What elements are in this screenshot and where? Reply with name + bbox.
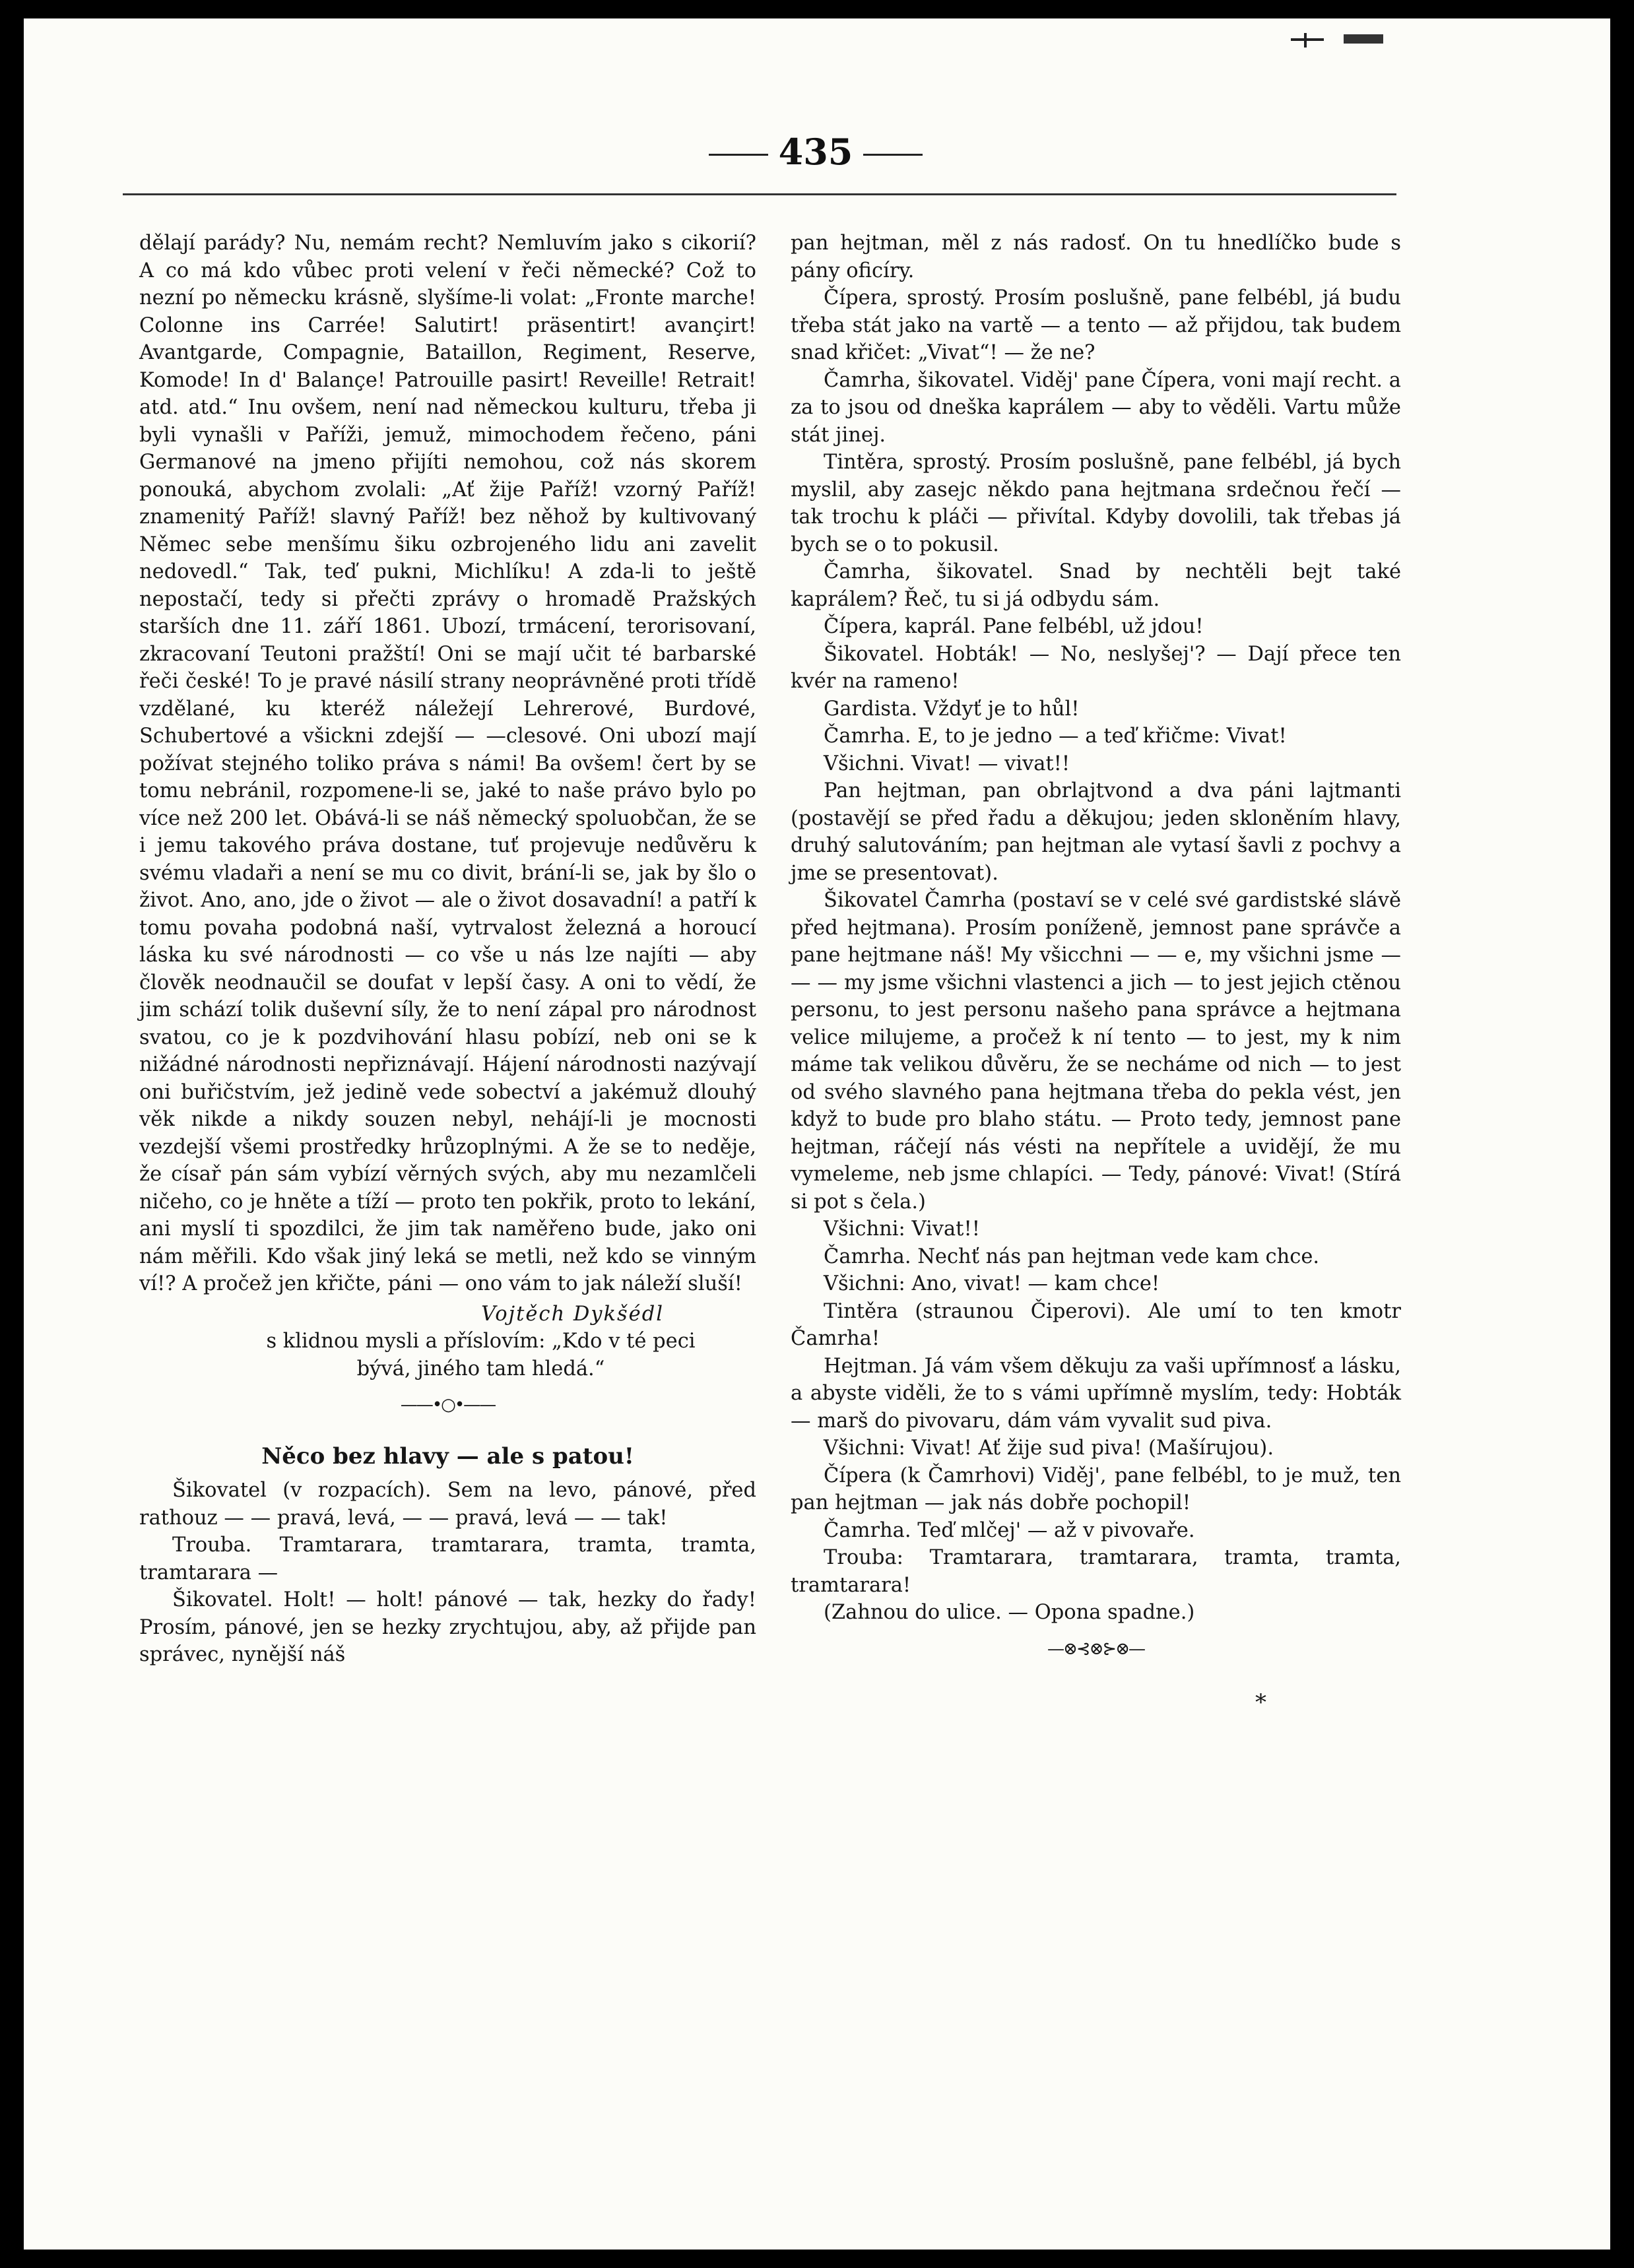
dialogue-line: Všichni: Ano, vivat! — kam chce! [824,1272,1160,1295]
left-paragraph: dělají parády? Nu, nemám recht? Nemluvím jako s cikorií? A co má kdo vůbec proti velení v řeči německé? Což to nezní po německu krásně, slyšíme-li volat: „Fronte marche! Colonne ins Carrée! Salutirt! präsentirt! avançirt! Avantgarde, Compagnie, Bataillon, Regiment, Reserve, Komode! In d' Balançe! Patrouille pasirt! Reveille! Retrait! atd. atd.“ Inu ovšem, není nad německou kulturu, třeba ji byli vynašli v Paříži, jemuž, mimochodem řečeno, páni Germanové na jmeno přijíti nemohou, což nás skorem ponouká, abychom zvolali: „Ať žije Paříž! vzorný Paříž! znamenitý Paříž! slavný Paříž! bez něhož by kultivovaný Němec sebe menšímu šiku ozbrojeného lidu ani zavelit nedovedl.“ Tak, teď pukni, Michlíku! A zda-li to ještě nepostačí, tedy si přečti zprávy o hromadě Pražských starších dne 11. září 1861. Ubozí, trmácení, terorisovaní, zkracovaní Teutoni pražští! Oni se mají učit té barbarské řeči české! To je pravé násilí strany neoprávněné proti třídě vzdělané, ku kteréž náležejí Lehrerové, Burdové, Schubertové a všickni zdejší — —clesové. Oni ubozí mají požívat stejného toliko práva s námi! Ba ovšem! čert by se tomu nebránil, rozpomene-li se, jaké to naše právo bylo po více než 200 let. Obává-li se náš německý spoluobčan, že se i jemu takového práva dostane, tuť projevuje nedůvěru k svému vladaři a není se mu co divit, brání-li se, jak by šlo o život. Ano, ano, jde o život — ale o život dosavadní! a patří k tomu povaha podobná naší, vytrvalost železná a horoucí láska ku své národnosti — co vše u nás lze najíti — aby člověk neodnaučil se doufat v lepší časy. A oni to vědí, že jim schází tolik duševní síly, že to není zápal pro národnost svatou, co je k pozdvihování hlasu pobízí, neb oni se k nižádné národnosti nepřiznávají. Hájení národnosti nazývají oni buřičstvím, jež jedině vede sobectví a jakémuž dlouhý věk nikde a nikdy souzen nebyl, nehájí-li je mocnosti vezdejší všemi prostředky hrůzoplnými. A že se to neděje, že císař pán sám vybízí věrných svých, aby mu nezamlčeli ničeho, co je hněte a tíží — proto ten pokřik, proto to lekání, ani myslí ti spozdilci, že jim tak naměřeno bude, jako oni nám měřili. Kdo však jiný leká se metli, než kdo se vinným ví!? A pročež jen křičte, páni — ono vám to jak náleží sluší! [139,232,756,1295]
article-heading: Něco bez hlavy — ale s patou! [261,1442,634,1470]
author-signature: Vojtěch Dykšédl [481,1302,664,1326]
signature-line: bývá, jiného tam hledá.“ [356,1357,605,1380]
dialogue-line: Čamrha. Nechť nás pan hejtman vede kam chce. [824,1245,1320,1268]
dialogue-line: Tintěra, sprostý. Prosím poslušně, pane felbébl, já bych myslil, aby zasejc někdo pana hejtmana srdečnou řečí — tak trochu k pláči — přivítal. Kdyby dovolili, tak třebas já bych se o to pokusil. [791,451,1401,556]
ornament-divider: —⊗⊰⊗⊱⊗— [1047,1638,1144,1659]
footer-asterisk: * [1255,1689,1266,1716]
right-column [791,230,1401,1717]
page [24,18,1610,2250]
dialogue-line: Čamrha. E, to je jedno — a teď křičme: Vivat! [824,725,1287,748]
dialogue-line: Čípera (k Čamrhovi) Viděj', pane felbébl, to je muž, ten pan hejtman — jak nás dobře pochopil! [791,1464,1401,1514]
dialogue-line: Trouba: Tramtarara, tramtarara, tramta, tramta, tramtarara! [791,1546,1401,1597]
dialogue-line: Hejtman. Já vám všem děkuju za vaši upřímnosť a lásku, a abyste viděli, že to s vámi upřímně myslím, tedy: Hobták — marš do pivovaru, dám vám vyvalit sud piva. [791,1354,1401,1433]
scan-mark-icon [1264,30,1390,50]
dialogue-line: pan hejtman, měl z nás radosť. On tu hnedlíčko bude s pány oficíry. [791,232,1401,282]
dialogue-line: Všichni: Vivat! Ať žije sud piva! (Mašírujou). [824,1437,1274,1460]
dialogue-line: Všichni. Vivat! — vivat!! [824,752,1070,775]
left-column [139,230,756,1669]
stage-direction: (Zahnou do ulice. — Opona spadne.) [824,1601,1195,1624]
dialogue-line: Šikovatel Čamrha (postaví se v celé své gardistské slávě před hejtmana). Prosím poníženě, jemnost pane správče a pane hejtmane náš! My všicchni — — e, my všichni jsme — — — my jsme všichni vlastenci a jich — to jest jejich ctěnou personu, to jest personu našeho pana správce a hejtmana velice milujeme, a pročež k ní tento — to jest, my k nim máme tak velikou důvěru, že se necháme od nich — to jest od svého slavného pana hejtmana třeba do pekla vést, jen když to bude pro blaho státu. — Proto tedy, jemnost pane hejtman, ráčejí nás vésti na nepřítele a uvidějí, že mu vymeleme, neb jsme chlapíci. — Tedy, pánové: Vivat! (Stírá si pot s čela.) [791,889,1401,1214]
dialogue-line: Čamrha, šikovatel. Snad by nechtěli bejt také kaprálem? Řeč, tu si já odbydu sám. [791,560,1401,611]
stage-direction: Pan hejtman, pan obrlajtvond a dva páni lajtmanti (postavějí se před řadu a děkujou; jeden skloněním hlavy, druhý salutováním; pan hejtman ale vytasí šavli z pochvy a jme se presentovat). [791,779,1401,885]
dialogue-line: Gardista. Vždyť je to hůl! [824,697,1080,721]
dialogue-line: Všichni: Vivat!! [824,1217,980,1241]
dialogue-line: Tintěra (straunou Čiperovi). Ale umí to ten kmotr Čamrha! [791,1299,1401,1350]
signature-line: s klidnou mysli a příslovím: „Kdo v té peci [266,1330,696,1353]
header-rule [123,193,1396,195]
dialogue-line: Čípera, kaprál. Pane felbébl, už jdou! [824,615,1204,638]
dialogue-line: Čamrha, šikovatel. Viděj' pane Čípera, voni mají recht. a za to jsou od dneška kaprálem — aby to věděli. Vartu může stát jinej. [791,368,1401,447]
dialogue-line: Trouba. Tramtarara, tramtarara, tramta, tramta, tramtarara — [139,1534,756,1584]
dialogue-line: Šikovatel (v rozpacích). Sem na levo, pánové, před rathouz — — pravá, levá, — — pravá, levá — — tak! [139,1479,756,1530]
dialogue-line: Šikovatel. Holt! — holt! pánové — tak, hezky do řady! Prosím, pánové, jen se hezky zrychtujou, aby, až přijde pan správec, nynější náš [139,1588,756,1666]
dialogue-line: Čamrha. Teď mlčej' — až v pivovaře. [824,1518,1195,1542]
page-number: 435 [684,131,948,173]
dialogue-line: Čípera, sprostý. Prosím poslušně, pane felbébl, já budu třeba stát jako na vartě — a tento — až přijdou, tak budem snad křičet: „Vivat“! — že ne? [791,286,1401,364]
ornament-divider: ——•○•—— [400,1395,496,1415]
dialogue-line: Šikovatel. Hobták! — No, neslyšej'? — Dají přece ten kvér na rameno! [791,642,1401,693]
